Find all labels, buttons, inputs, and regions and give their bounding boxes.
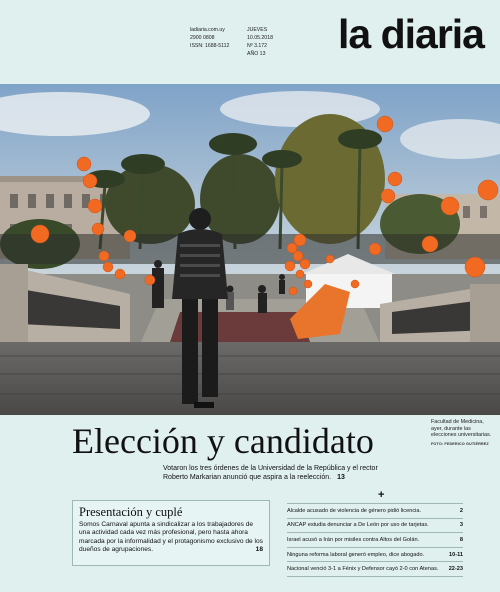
issn-text: ISSN: 1688-5112 [190,43,230,49]
secondary-story[interactable] [72,500,270,566]
lead-headline[interactable]: Elección y candidato [72,421,374,461]
date-text: 10.05.2018 [247,35,273,41]
index-item-text: ANCAP estudia denunciar a De León por uso de tarjetas. [287,522,429,529]
secondary-page-ref: 18 [255,546,263,554]
secondary-story-text: Somos Carnaval apunta a sindicalizar a los trabajadores de una actividad cada vez más profesional, pero hasta ahora marcada por la informalidad y el protagonismo exclusivo de los dueños de agrupaciones. [79,521,263,554]
masthead-meta-left [190,26,229,50]
newspaper-logo: la diaria [338,11,484,57]
photo-caption-text: Facultad de Medicina, ayer, durante las elecciones universitarias. [431,419,492,439]
index-item[interactable] [287,503,463,519]
secondary-story-body [79,521,263,555]
masthead [0,0,500,84]
index-item-text: Ninguna reforma laboral generó empleo, dice abogado. [287,551,425,558]
plus-icon: + [378,489,385,501]
photo-credit: FOTO: FEDERICO GUTIÉRREZ [431,441,489,446]
index-item-page: 22-23 [448,566,463,573]
index-item[interactable] [287,519,463,534]
lead-deck [163,464,399,482]
index-item[interactable] [287,533,463,548]
website-text: ladiaria.com.uy [190,27,225,33]
lead-page-ref: 13 [337,474,345,482]
news-index [287,503,463,577]
index-item-text: Nacional venció 3-1 a Fénix y Defensor cayó 2-0 con Atenas. [287,566,439,573]
index-item-page: 2 [459,507,463,514]
phone-text: 2900 0808 [190,35,215,41]
masthead-meta-right [247,26,273,58]
index-item[interactable] [287,548,463,563]
index-item-page: 8 [459,536,463,543]
index-item-text: Israel acusó a Irán por misiles contra Altos del Golán. [287,536,420,543]
secondary-story-title[interactable]: Presentación y cuplé [79,505,183,519]
index-item-page: 10-11 [449,551,463,558]
photo-caption [431,419,493,447]
index-item[interactable] [287,562,463,577]
lead-deck-text: Votaron los tres órdenes de la Universidad de la República y el rector Roberto Markarian anunció que aspira a la reelección. [163,465,378,482]
lead-photo-illustration [0,84,500,415]
day-text: JUEVES [247,27,268,33]
year-text: AÑO 13 [247,51,266,57]
index-item-page: 3 [459,522,463,529]
index-item-text: Alcalde acusado de violencia de género pidió licencia. [287,507,422,514]
issue-text: Nº 3.172 [247,43,268,49]
lead-photo [0,84,500,415]
